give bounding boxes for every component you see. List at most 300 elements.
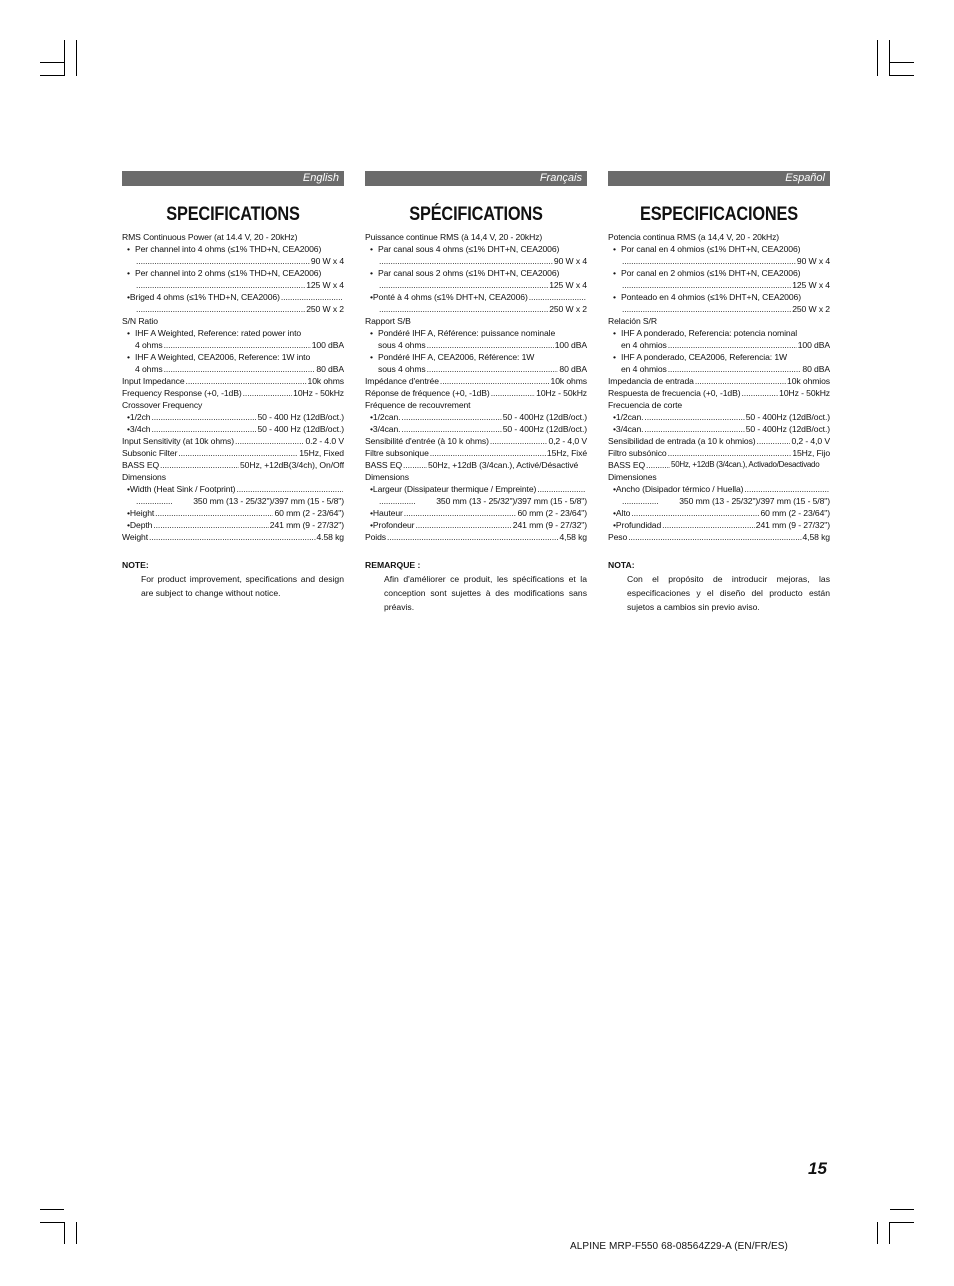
spec-value: 350 mm (13 - 25/32")/397 mm (15 - 5/8") [193,496,344,506]
dot-leader [622,255,796,267]
spec-label: Input Impedance [122,376,185,386]
section-title: SPÉCIFICATIONS [409,204,543,225]
crop-mark [889,1222,890,1244]
spec-line [122,303,344,315]
spec-value: 50 - 400Hz (12dB/oct.) [745,424,830,434]
dot-leader [149,531,316,543]
spec-line [122,447,344,459]
spec-label: sous 4 ohms [378,364,426,374]
spec-value: 250 W x 2 [306,304,344,314]
spec-line [608,387,830,399]
spec-label: 1/2can. [372,412,401,422]
spec-line [122,351,344,363]
dot-leader [668,363,802,375]
spec-line [122,531,344,543]
spec-value: 90 W x 4 [553,256,587,266]
spec-value: 80 dBA [802,364,830,374]
dot-leader [644,411,744,423]
spec-line [122,423,344,435]
bullet-icon: • [613,244,616,254]
bullet-icon: • [613,352,616,362]
spec-label: IHF A Weighted, CEA2006, Reference: 1W into [135,352,311,362]
spec-value: 0.2 - 4.0 V [305,436,344,446]
spec-label: Input Sensitivity (at 10k ohms) [122,436,235,446]
spec-label: Par canal sous 4 ohms (≤1% DHT+N, CEA2006) [378,244,560,254]
dot-leader [537,483,586,495]
spec-line [608,303,830,315]
spec-value: 10Hz - 50kHz [536,388,587,398]
spec-value: 100 dBA [311,340,344,350]
spec-label: Frecuencia de corte [608,400,683,410]
spec-line [365,531,587,543]
dot-leader [379,255,553,267]
spec-line [122,279,344,291]
bullet-icon: • [370,328,373,338]
dot-leader [404,507,517,519]
spec-label: Height [129,508,155,518]
spec-label: 3/4can. [615,424,644,434]
spec-line [608,507,830,519]
bullet-icon: • [127,328,130,338]
bullet-icon: • [127,244,130,254]
spec-label: sous 4 ohms [378,340,426,350]
spec-value: 50Hz, +12dB(3/4ch), On/Off [239,460,344,470]
spec-line [365,435,587,447]
note-title: NOTE: [122,560,149,570]
dot-leader [631,507,759,519]
spec-label: Réponse de fréquence (+0, -1dB) [365,388,490,398]
bullet-icon: • [127,412,130,422]
spec-label: Ponté à 4 ohms (≤1% DHT+N, CEA2006) [372,292,528,302]
spec-line [365,375,587,387]
spec-line [365,495,587,507]
spec-label: Depth [129,520,153,530]
spec-line [122,339,344,351]
spec-line [365,519,587,531]
spec-line [608,531,830,543]
spec-label: BASS EQ [608,460,646,470]
spec-label: Peso [608,532,628,542]
bullet-icon: • [370,520,373,530]
spec-label: en 4 ohmios [621,340,667,350]
dot-leader [662,519,755,531]
spec-value: 250 W x 2 [549,304,587,314]
spec-label: Filtre subsonique [365,448,429,458]
spec-line [122,483,344,495]
footer-text: ALPINE MRP-F550 68-08564Z29-A (EN/FR/ES) [570,1241,788,1252]
dot-leader [628,531,801,543]
bullet-icon: • [127,424,130,434]
dot-leader [668,447,792,459]
dot-leader [622,495,658,507]
spec-label: Puissance continue RMS (à 14,4 V, 20 - 20kHz) [365,232,543,242]
language-bar: Español [608,171,830,186]
spec-line [608,447,830,459]
column-french [365,171,587,614]
spec-line [122,243,344,255]
dot-leader [744,483,829,495]
dot-leader [136,279,305,291]
crop-mark [40,62,64,63]
spec-line [122,387,344,399]
spec-value: 80 dBA [316,364,344,374]
spec-label: Respuesta de frecuencia (+0, -1dB) [608,388,741,398]
dot-leader [742,387,779,399]
spec-label: en 4 ohmios [621,364,667,374]
spec-value: 4,58 kg [802,532,830,542]
crop-mark [889,40,890,76]
spec-line [122,267,344,279]
spec-line [122,507,344,519]
spec-value: 100 dBA [797,340,830,350]
spec-value: 50 - 400Hz (12dB/oct.) [502,412,587,422]
spec-line [122,255,344,267]
spec-label: Crossover Frequency [122,400,203,410]
dot-leader [401,411,501,423]
dot-leader [440,375,550,387]
dot-leader [235,435,304,447]
spec-line [365,471,587,483]
spec-line [122,363,344,375]
crop-mark [64,40,65,76]
spec-label: Sensibilidad de entrada (a 10 k ohmios) [608,436,756,446]
spec-line [608,255,830,267]
spec-label: RMS Continuous Power (at 14.4 V, 20 - 20kHz) [122,232,298,242]
section-title: SPECIFICATIONS [166,204,300,225]
crop-mark [76,1222,77,1244]
spec-line [365,339,587,351]
spec-label: Potencia continua RMS (a 14,4 V, 20 - 20kHz) [608,232,780,242]
spec-value: 125 W x 4 [792,280,830,290]
spec-value: 15Hz, Fixed [299,448,344,458]
spec-label: Impédance d'entrée [365,376,439,386]
spec-line [122,459,344,471]
spec-label: Hauteur [372,508,403,518]
bullet-icon: • [127,268,130,278]
spec-label: IHF A ponderado, CEA2006, Referencia: 1W [621,352,788,362]
spec-label: Profondeur [372,520,415,530]
spec-label: Dimensions [122,472,166,482]
dot-leader [529,291,586,303]
spec-label: 1/2can. [615,412,644,422]
spec-line [122,399,344,411]
spec-line [365,231,587,243]
spec-value: 350 mm (13 - 25/32")/397 mm (15 - 5/8") [436,496,587,506]
spec-line [122,327,344,339]
spec-line [608,279,830,291]
spec-label: 4 ohms [135,340,163,350]
dot-leader [243,387,293,399]
spec-value: 80 dBA [559,364,587,374]
dot-leader [403,459,427,471]
spec-label: Pondéré IHF A, CEA2006, Référence: 1W [378,352,535,362]
spec-label: Fréquence de recouvrement [365,400,471,410]
spec-label: 3/4ch [129,424,151,434]
dot-leader [644,423,744,435]
spec-value: 90 W x 4 [796,256,830,266]
spec-label: Per channel into 4 ohms (≤1% THD+N, CEA2006) [135,244,322,254]
spec-value: 350 mm (13 - 25/32")/397 mm (15 - 5/8") [679,496,830,506]
dot-leader [379,495,415,507]
spec-value: 100 dBA [554,340,587,350]
spec-label: Impedancia de entrada [608,376,694,386]
bullet-icon: • [613,520,616,530]
dot-leader [136,255,310,267]
column-spanish [608,171,830,614]
spec-line [365,363,587,375]
spec-value: 250 W x 2 [792,304,830,314]
spec-label: Per channel into 2 ohms (≤1% THD+N, CEA2006) [135,268,322,278]
bullet-icon: • [127,352,130,362]
spec-value: 125 W x 4 [549,280,587,290]
dot-leader [646,459,670,471]
spec-label: BASS EQ [365,460,403,470]
dot-leader [491,387,535,399]
bullet-icon: • [370,484,373,494]
spec-line [365,387,587,399]
spec-line [365,507,587,519]
spec-label: Poids [365,532,386,542]
spec-line [365,243,587,255]
spec-label: Dimensions [365,472,409,482]
crop-mark [890,75,914,76]
spec-label: BASS EQ [122,460,160,470]
dot-leader [178,447,298,459]
spec-value: 50Hz, +12dB (3/4can.), Activé/Désactivé [428,460,579,470]
spec-line [608,423,830,435]
spec-label: Par canal sous 2 ohms (≤1% DHT+N, CEA2006) [378,268,560,278]
spec-line [608,291,830,303]
spec-line [365,327,587,339]
bullet-icon: • [613,508,616,518]
spec-label: Ancho (Disipador térmico / Huella) [615,484,744,494]
crop-mark [890,1209,914,1210]
bullet-icon: • [127,292,130,302]
crop-mark [40,75,64,76]
spec-value: 50 - 400Hz (12dB/oct.) [502,424,587,434]
crop-mark [76,40,77,76]
spec-value: 125 W x 4 [306,280,344,290]
bullet-icon: • [370,268,373,278]
spec-line [608,339,830,351]
spec-value: 60 mm (2 - 23/64") [760,508,830,518]
spec-value: 4,58 kg [559,532,587,542]
bullet-icon: • [370,244,373,254]
spec-label: IHF A Weighted, Reference: rated power into [135,328,302,338]
dot-leader [164,363,316,375]
spec-value: 10k ohms [307,376,344,386]
spec-label: Profundidad [615,520,662,530]
section-title: ESPECIFICACIONES [640,204,798,225]
spec-label: Sensibilité d'entrée (à 10 k ohms) [365,436,489,446]
spec-line [122,375,344,387]
dot-leader [387,531,559,543]
spec-value: 10Hz - 50kHz [779,388,830,398]
spec-label: Pondéré IHF A, Référence: puissance nominale [378,328,556,338]
spec-line [365,483,587,495]
note-text: Afin d'améliorer ce produit, les spécifications et la conception sont sujettes à des modifications sans préavis. [384,574,587,612]
page-number: 15 [808,1159,827,1178]
dot-leader [136,303,305,315]
language-bar: English [122,171,344,186]
spec-line [608,243,830,255]
spec-line [122,519,344,531]
dot-leader [427,363,559,375]
spec-label: Por canal en 2 ohmios (≤1% DHT+N, CEA2006) [621,268,801,278]
spec-line [122,411,344,423]
bullet-icon: • [370,508,373,518]
dot-leader [155,507,273,519]
spec-label: Ponteado en 4 ohmios (≤1% DHT+N, CEA2006) [621,292,801,302]
spec-line [365,351,587,363]
spec-value: 90 W x 4 [310,256,344,266]
spec-line [365,315,587,327]
crop-mark [877,40,878,76]
spec-line [608,459,830,471]
bullet-icon: • [370,412,373,422]
spec-line [122,435,344,447]
crop-mark [890,1222,914,1223]
spec-label: S/N Ratio [122,316,158,326]
spec-line [122,291,344,303]
spec-label: Subsonic Filter [122,448,178,458]
spec-line [365,255,587,267]
spec-label: Filtro subsónico [608,448,667,458]
dot-leader [695,375,786,387]
spec-label: Width (Heat Sink / Footprint) [129,484,236,494]
spec-label: Largeur (Dissipateur thermique / Empreinte) [372,484,537,494]
spec-value: 10k ohmios [787,376,830,386]
spec-line [608,375,830,387]
spec-line [365,291,587,303]
spec-line [608,399,830,411]
spec-label: IHF A ponderado, Referencia: potencia nominal [621,328,798,338]
spec-label: 1/2ch [129,412,151,422]
dot-leader [757,435,791,447]
spec-label: Relación S/R [608,316,657,326]
spec-line [608,411,830,423]
crop-mark [877,1222,878,1244]
dot-leader [164,339,311,351]
dot-leader [427,339,554,351]
spec-label: Frequency Response (+0, -1dB) [122,388,242,398]
dot-leader [668,339,797,351]
spec-value: 50Hz, +12dB (3/4can.), Activado/Desactivado [671,460,820,469]
language-bar: Français [365,171,587,186]
bullet-icon: • [613,484,616,494]
dot-leader [415,519,511,531]
spec-label: Briged 4 ohms (≤1% THD+N, CEA2006) [129,292,280,302]
dot-leader [160,459,239,471]
spec-list [608,231,830,543]
spec-line [365,447,587,459]
spec-label: Rapport S/B [365,316,411,326]
dot-leader [430,447,546,459]
spec-line [608,471,830,483]
bullet-icon: • [127,508,130,518]
dot-leader [151,423,256,435]
spec-value: 60 mm (2 - 23/64") [517,508,587,518]
spec-line [365,459,587,471]
spec-value: 0,2 - 4,0 V [548,436,587,446]
bullet-icon: • [370,424,373,434]
spec-value: 4.58 kg [316,532,344,542]
spec-value: 10Hz - 50kHz [293,388,344,398]
spec-value: 50 - 400 Hz (12dB/oct.) [257,412,344,422]
note-title: REMARQUE : [365,560,421,570]
bullet-icon: • [613,412,616,422]
spec-label: 3/4can. [372,424,401,434]
spec-line [365,303,587,315]
dot-leader [153,519,268,531]
crop-mark [64,1222,65,1244]
spec-line [365,423,587,435]
note-text: Con el propósito de introducir mejoras, las especificaciones y el diseño del producto están sujetos a cambios sin previo aviso. [627,574,830,612]
spec-line [122,231,344,243]
spec-line [608,435,830,447]
spec-line [365,399,587,411]
dot-leader [622,279,791,291]
spec-line [122,315,344,327]
spec-line [608,351,830,363]
bullet-icon: • [613,292,616,302]
dot-leader [281,291,343,303]
spec-label: Alto [615,508,631,518]
bullet-icon: • [127,520,130,530]
bullet-icon: • [370,292,373,302]
dot-leader [490,435,548,447]
crop-mark [40,1222,64,1223]
spec-value: 15Hz, Fixé [546,448,587,458]
spec-value: 15Hz, Fijo [792,448,830,458]
spec-line [608,231,830,243]
spec-line [122,495,344,507]
spec-value: 241 mm (9 - 27/32") [755,520,830,530]
dot-leader [151,411,256,423]
dot-leader [236,483,343,495]
spec-line [608,495,830,507]
spec-line [365,411,587,423]
note-text: For product improvement, specifications and design are subject to change without notice. [141,574,344,598]
dot-leader [622,303,791,315]
spec-line [608,267,830,279]
spec-value: 50 - 400 Hz (12dB/oct.) [257,424,344,434]
note-title: NOTA: [608,560,635,570]
dot-leader [136,495,172,507]
bullet-icon: • [613,328,616,338]
spec-label: Por canal en 4 ohmios (≤1% DHT+N, CEA2006) [621,244,801,254]
dot-leader [401,423,501,435]
spec-value: 60 mm (2 - 23/64") [274,508,344,518]
spec-value: 0,2 - 4,0 V [791,436,830,446]
spec-line [365,267,587,279]
bullet-icon: • [613,424,616,434]
spec-label: 4 ohms [135,364,163,374]
spec-list [122,231,344,543]
dot-leader [379,279,548,291]
spec-line [365,279,587,291]
dot-leader [186,375,307,387]
spec-value: 10k ohms [550,376,587,386]
spec-value: 241 mm (9 - 27/32") [269,520,344,530]
spec-list [365,231,587,543]
spec-line [122,471,344,483]
spec-value: 50 - 400Hz (12dB/oct.) [745,412,830,422]
spec-line [608,483,830,495]
spec-line [608,363,830,375]
spec-line [608,519,830,531]
bullet-icon: • [370,352,373,362]
